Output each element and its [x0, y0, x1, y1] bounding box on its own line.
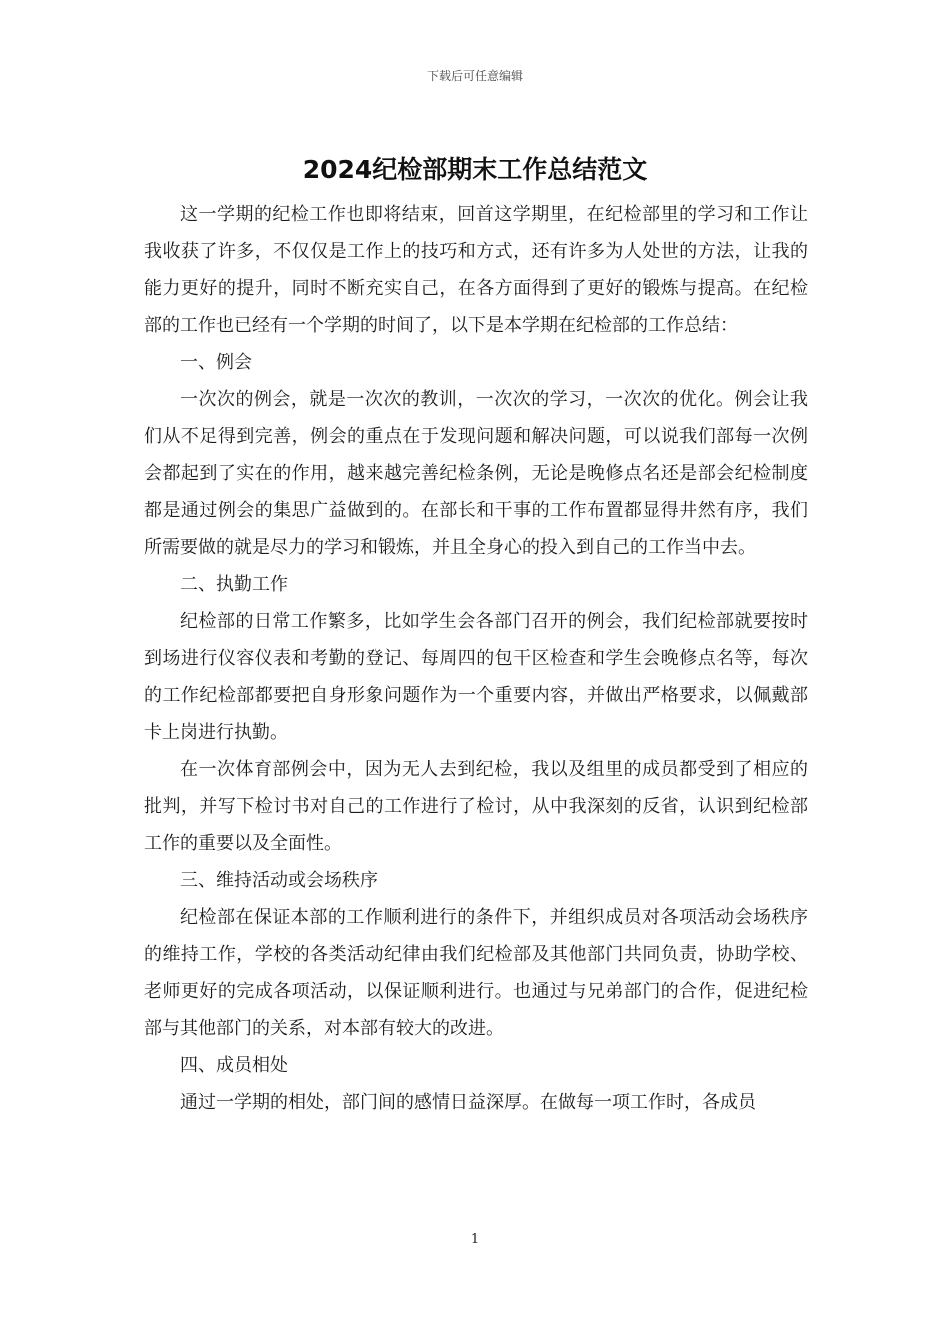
paragraph-duty: 纪检部的日常工作繁多，比如学生会各部门召开的例会，我们纪检部就要按时到场进行仪容仪表和考勤的登记、每周四的包干区检查和学生会晚修点名等，每次的工作纪检部都要把自身形象问题作为一个重要内容，并做出严格要求，以佩戴部卡上岗进行执勤。	[144, 611, 808, 743]
section-heading-duty: 二、执勤工作	[180, 574, 288, 595]
section-heading-members: 四、成员相处	[180, 1055, 288, 1076]
paragraph-meetings: 一次次的例会，就是一次次的教训，一次次的学习，一次次的优化。例会让我们从不足得到完善，例会的重点在于发现问题和解决问题，可以说我们部每一次例会都起到了实在的作用，越来越完善纪检条例，无论是晚修点名还是部会纪检制度都是通过例会的集思广益做到的。在部长和干事的工作布置都显得井然有序，我们所需要做的就是尽力的学习和锻炼，并且全身心的投入到自己的工作当中去。	[144, 389, 808, 558]
document-title: 2024纪检部期末工作总结范文	[302, 155, 648, 184]
page-number: 1	[470, 1232, 480, 1247]
paragraph-duty-reflection: 在一次体育部例会中，因为无人去到纪检，我以及组里的成员都受到了相应的批判，并写下检讨书对自己的工作进行了检讨，从中我深刻的反省，认识到纪检部工作的重要以及全面性。	[144, 759, 808, 854]
paragraph-members: 通过一学期的相处，部门间的感情日益深厚。在做每一项工作时，各成员	[180, 1092, 756, 1113]
section-heading-meetings: 一、例会	[180, 352, 252, 373]
document-body	[144, 196, 808, 1121]
paragraph-order: 纪检部在保证本部的工作顺利进行的条件下，并组织成员对各项活动会场秩序的维持工作，学校的各类活动纪律由我们纪检部及其他部门共同负责，协助学校、老师更好的完成各项活动，以保证顺利进行。也通过与兄弟部门的合作，促进纪检部与其他部门的关系，对本部有较大的改进。	[144, 907, 808, 1039]
paragraph-intro: 这一学期的纪检工作也即将结束，回首这学期里，在纪检部里的学习和工作让我收获了许多，不仅仅是工作上的技巧和方式，还有许多为人处世的方法，让我的能力更好的提升，同时不断充实自己，在各方面得到了更好的锻炼与提高。在纪检部的工作也已经有一个学期的时间了，以下是本学期在纪检部的工作总结：	[144, 204, 808, 336]
section-heading-order: 三、维持活动或会场秩序	[180, 870, 378, 891]
header-note: 下载后可任意编辑	[426, 69, 523, 83]
